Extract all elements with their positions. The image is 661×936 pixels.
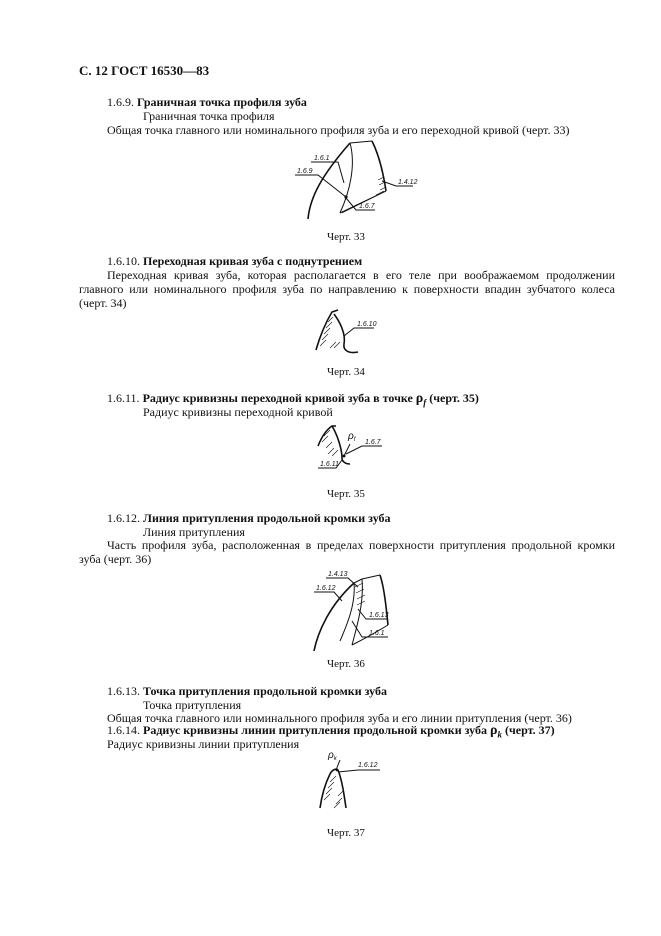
term-number: 1.6.11.: [107, 391, 140, 405]
page-header: С. 12 ГОСТ 16530—83: [79, 63, 210, 78]
term-symbol-subscript: f: [423, 397, 427, 408]
label-d: 1.6.7: [359, 203, 375, 210]
boundary-point-marker: [344, 195, 347, 198]
chamfer-line: [354, 579, 362, 583]
term-1-6-11-short-name: Радиус кривизны переходной кривой: [143, 405, 333, 419]
tooth-left-flank: [314, 583, 354, 651]
term-title-tail: (черт. 37): [505, 723, 555, 737]
label-b: 1.6.9: [297, 168, 313, 175]
term-title: Линия притупления продольной кромки зуба: [143, 511, 391, 525]
label-a: 1.6.10: [357, 321, 377, 328]
term-1-6-12-short-name: Линия притупления: [143, 525, 245, 539]
term-1-6-10-heading: [107, 254, 362, 268]
term-title: Точка притупления продольной кромки зуба: [143, 684, 388, 698]
term-title-tail: (черт. 35): [429, 391, 479, 405]
figure-34-caption: Черт. 34: [327, 366, 365, 378]
label-b: 1.6.12: [316, 585, 336, 592]
tooth-right-flank: [338, 770, 346, 808]
label-d: 1.6.1: [369, 630, 385, 637]
figure-34: [310, 308, 390, 358]
term-1-6-9-definition: Общая точка главного или номинального профиля зуба и его переходной кривой (черт. 33): [107, 123, 570, 137]
label-a: 1.6.12: [358, 762, 378, 769]
term-number: 1.6.12.: [107, 511, 140, 525]
tooth-top-land: [350, 141, 372, 143]
figure-35: [310, 422, 400, 477]
term-1-6-10-definition: Переходная кривая зуба, которая располагается в его теле при воображаемом продолжении главного или номинального профиля зуба по направлению к поверхности впадин зубчатого колеса (черт. 34): [79, 268, 615, 310]
term-1-6-13-definition: Общая точка главного или номинального профиля зуба и его линии притупления (черт. 36): [107, 711, 572, 725]
term-title: Граничная точка профиля зуба: [137, 95, 307, 109]
figure-37: [316, 750, 396, 815]
label-rho: $\rho_f$: [348, 431, 356, 443]
radius-leader: [344, 444, 350, 456]
label-c: 1.6.13: [369, 612, 389, 619]
label-c: 1.4.12: [398, 179, 418, 186]
label-a: 1.6.1: [314, 155, 330, 162]
term-1-6-13-heading: [107, 684, 387, 698]
term-number: 1.6.13.: [107, 684, 140, 698]
term-number: 1.6.9.: [107, 95, 134, 109]
figure-37-caption: Черт. 37: [327, 827, 365, 839]
section-hatching: [320, 317, 340, 348]
figure-33-caption: Черт. 33: [327, 231, 365, 243]
figure-36: [300, 565, 430, 660]
label-a: 1.6.7: [365, 439, 381, 446]
undercut-curve: [334, 314, 358, 353]
figure-35-caption: Черт. 35: [327, 488, 365, 500]
tooth-left-flank: [320, 769, 338, 808]
figure-33: [290, 135, 420, 230]
leader-b: [295, 175, 346, 197]
term-1-6-12-heading: [107, 511, 391, 525]
label-a: 1.4.13: [328, 571, 348, 578]
point-marker: [336, 769, 339, 772]
term-number: 1.6.10.: [107, 254, 140, 268]
term-symbol: ρ: [415, 391, 424, 406]
term-title: Радиус кривизны переходной кривой зуба в точке: [142, 391, 413, 405]
figure-36-caption: Черт. 36: [327, 658, 365, 670]
label-rho: $\rho_k$: [328, 750, 337, 762]
point-marker: [343, 455, 346, 458]
tooth-front-edge: [340, 583, 354, 641]
leader-a: [346, 446, 382, 454]
term-1-6-9-short-name: Граничная точка профиля: [143, 109, 275, 123]
label-b: 1.6.11: [320, 461, 339, 468]
term-1-6-9-heading: [107, 95, 307, 109]
term-title: Радиус кривизны линии притупления продольной кромки зуба: [143, 723, 488, 737]
leader-a: [344, 328, 374, 336]
term-symbol-subscript: k: [497, 729, 503, 740]
tooth-right-flank: [372, 141, 386, 191]
leader-a: [338, 770, 380, 772]
tooth-top-land: [362, 575, 380, 579]
term-symbol: ρ: [490, 723, 498, 738]
term-title: Переходная кривая зуба с поднутрением: [143, 254, 363, 268]
term-1-6-12-definition: Часть профиля зуба, расположенная в пределах поверхности притупления продольной кромки зуба (черт. 36): [79, 538, 615, 566]
term-1-6-14-short-name: Радиус кривизны линии притупления: [107, 737, 300, 751]
term-1-6-13-short-name: Точка притупления: [143, 698, 242, 712]
term-number: 1.6.14.: [107, 723, 140, 737]
